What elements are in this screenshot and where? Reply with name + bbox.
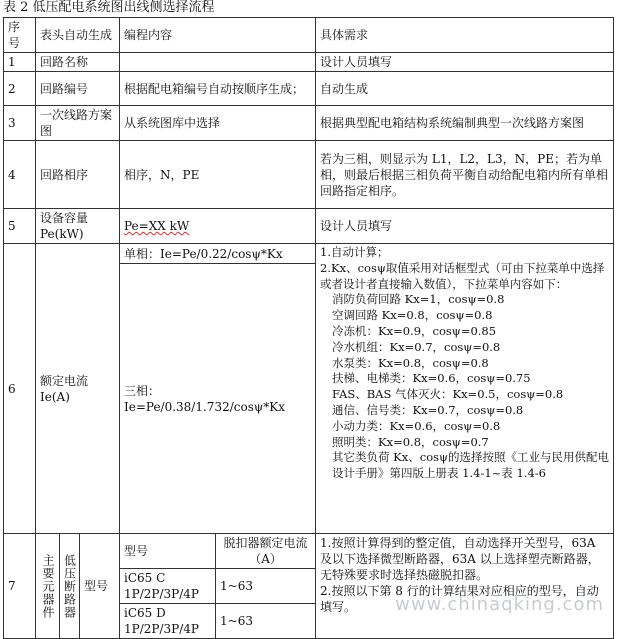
header-item: 表头自动生成	[36, 18, 120, 53]
req-line: FAS、BAS 气体灭火：Kx=0.5，cosψ=0.8	[332, 387, 564, 402]
req-line: 小动力类：Kx=0.6，cosψ=0.8	[332, 418, 501, 433]
row-content: 根据配电箱编号自动按顺序生成；	[120, 72, 316, 106]
power-formula: Pe=XX kW	[124, 219, 190, 233]
header-content: 编程内容	[120, 18, 316, 53]
col-model-header: 型号	[120, 534, 216, 569]
type-label: 型号	[80, 534, 120, 639]
row-requirement: 设计人员填写	[316, 53, 614, 72]
req-line: 消防负荷回路 Kx=1，cosψ=0.8	[332, 292, 505, 307]
row-content: 从系统图库中选择	[120, 106, 316, 141]
table-row	[4, 209, 614, 244]
row-item: 回路相序	[36, 141, 120, 209]
process-table	[3, 17, 614, 639]
row-item: 设备容量 Pe(kW)	[36, 209, 120, 244]
table-caption: 表 2 低压配电系统图出线侧选择流程	[3, 0, 215, 15]
header-requirement: 具体需求	[316, 18, 614, 53]
three-phase-formula: 三相：Ie=Pe/0.38/1.732/cosψ*Kx	[120, 264, 316, 534]
row-item: 额定电流 Ie(A)	[36, 244, 120, 534]
row-content	[120, 209, 316, 244]
watermark: www.chinaqking.com	[395, 594, 604, 615]
req-line: 照明类：Kx=0.8，cosψ=0.7	[332, 434, 489, 449]
req-line: 2.按照以下第 8 行的计算结果对应相应的型号，自动填写。	[320, 584, 599, 614]
req-line: 空调回路 Kx=0.8，cosψ=0.8	[332, 308, 493, 323]
row-requirement	[316, 244, 614, 534]
table-row	[4, 72, 614, 106]
breaker-text: 低压断路器	[62, 553, 77, 619]
breaker-model: iC65 C 1P/2P/3P/4P	[120, 569, 216, 604]
col-current-header: 脱扣器额定电流（A）	[216, 534, 316, 569]
row-seq: 7	[4, 534, 36, 639]
req-line: 1.自动计算；	[320, 245, 389, 259]
breaker-current: 1~63	[216, 569, 316, 604]
table-row	[4, 53, 614, 72]
main-components-text: 主要元器件	[41, 553, 55, 619]
row-seq: 1	[4, 53, 36, 72]
breaker-model: iC65 D 1P/2P/3P/4P	[120, 604, 216, 639]
row-content	[120, 53, 316, 72]
req-line: 冷冻机：Kx=0.9，cosψ=0.85	[332, 323, 497, 338]
row-item: 回路名称	[36, 53, 120, 72]
breaker-label	[60, 534, 80, 639]
table-row	[4, 141, 614, 209]
table-row-components	[4, 534, 614, 569]
row-seq: 5	[4, 209, 36, 244]
table-row	[4, 106, 614, 141]
req-line: 扶梯、电梯类：Kx=0.6，cosψ=0.75	[332, 371, 531, 386]
row-requirement	[316, 534, 614, 639]
single-phase-formula: 单相：Ie=Pe/0.22/cosψ*Kx	[120, 244, 316, 264]
header-seq	[4, 18, 36, 53]
row-seq: 4	[4, 141, 36, 209]
row-seq: 6	[4, 244, 36, 534]
req-line: 水泵类：Kx=0.8，cosψ=0.8	[332, 355, 489, 370]
breaker-current: 1~63	[216, 604, 316, 639]
row-requirement: 设计人员填写	[316, 209, 614, 244]
req-line: 冷水机组：Kx=0.7，cosψ=0.8	[332, 339, 501, 354]
header-row	[4, 18, 614, 53]
header-seq-text: 序号	[8, 20, 22, 50]
req-line: 2.Kx、cosψ取值采用对话框型式（可由下拉菜单中选择或者设计者直接输入数值），下拉菜单内容如下：	[320, 260, 605, 291]
row-requirement: 若为三相，则显示为 L1，L2，L3，N，PE；若为单相，则最后根据三相负荷平衡自动给配电箱内所有单相回路指定相序。	[316, 141, 614, 209]
row-seq: 3	[4, 106, 36, 141]
req-line: 通信、信号类：Kx=0.7，cosψ=0.8	[332, 402, 524, 417]
row-item: 一次线路方案图	[36, 106, 120, 141]
row-content: 相序，N，PE	[120, 141, 316, 209]
row-requirement: 根据典型配电箱结构系统编制典型一次线路方案图	[316, 106, 614, 141]
req-line: 1.按照计算得到的整定值，自动选择开关型号，63A 及以下选择微型断路器，63A 以上选择塑壳断路器，无特殊要求时选择热磁脱扣器。	[320, 536, 600, 582]
main-components-label	[36, 534, 60, 639]
row-item: 回路编号	[36, 72, 120, 106]
req-line: 其它类负荷 Kx、cosψ的选择按照《工业与民用供配电设计手册》第四版上册表 1.4-1~表 1.4-6	[332, 450, 610, 481]
table-row-current	[4, 244, 614, 264]
row-seq: 2	[4, 72, 36, 106]
row-requirement: 自动生成	[316, 72, 614, 106]
